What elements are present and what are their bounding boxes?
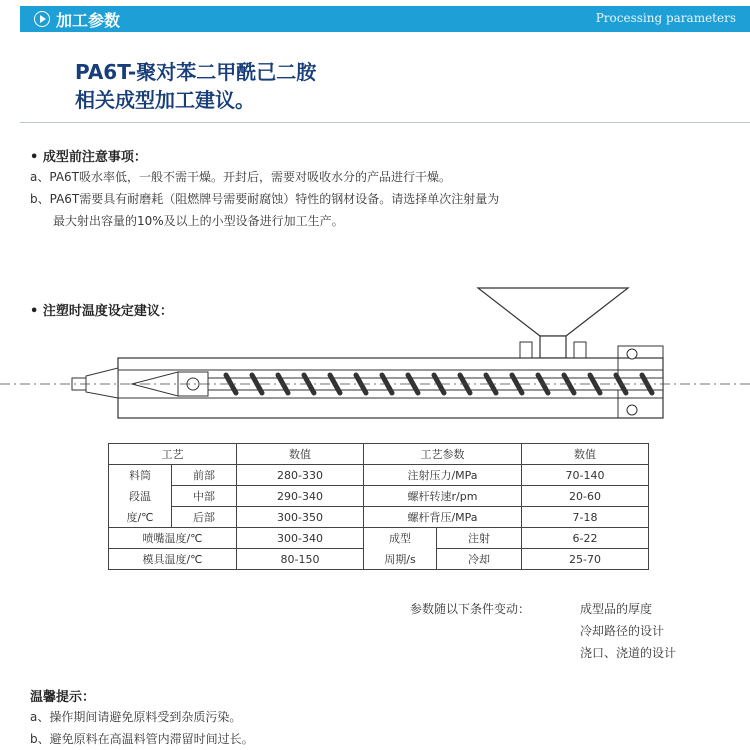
param-label: 注射压力/MPa <box>364 465 522 486</box>
table-header: 数值 <box>237 444 364 465</box>
zone-value: 280-330 <box>237 465 364 486</box>
barrel-label: 度/℃ <box>109 507 172 528</box>
title-line-1: PA6T-聚对苯二甲酰己二胺 <box>75 60 317 84</box>
section-label: 加工参数 <box>56 10 121 30</box>
param-label: 螺杆背压/MPa <box>364 507 522 528</box>
pre-molding-item: b、PA6T需要具有耐磨耗（阻燃牌号需要耐腐蚀）特性的钢材设备。请选择单次注射量为 <box>30 192 500 206</box>
pre-molding-heading: • 成型前注意事项： <box>30 150 147 165</box>
table-row <box>109 465 649 486</box>
bolt <box>627 349 637 359</box>
processing-parameters-table <box>108 443 649 570</box>
param-label: 螺杆转速r/pm <box>364 486 522 507</box>
table-row <box>109 549 649 570</box>
hopper <box>478 288 628 336</box>
pre-molding-item: 最大射出容量的10%及以上的小型设备进行加工生产。 <box>53 214 344 228</box>
hopper-neck <box>540 336 566 358</box>
param-value: 70-140 <box>522 465 649 486</box>
inject-value: 6-22 <box>522 528 649 549</box>
cool-label: 冷却 <box>437 549 522 570</box>
nozzle <box>86 368 118 398</box>
section-badge <box>30 9 128 29</box>
condition-item: 成型品的厚度 <box>580 602 653 616</box>
cycle-label: 周期/s <box>364 549 437 570</box>
pre-molding-item: a、PA6T吸水率低，一般不需干燥。开封后，需要对吸收水分的产品进行干燥。 <box>30 170 451 184</box>
title-line-2: 相关成型加工建议。 <box>75 88 255 112</box>
mold-label: 模具温度/℃ <box>109 549 237 570</box>
zone-value: 300-350 <box>237 507 364 528</box>
section-header-bar <box>20 6 750 32</box>
table-row <box>109 507 649 528</box>
hopper-flange <box>520 342 532 358</box>
section-label-en: Processing parameters <box>595 11 736 25</box>
conditions-prefix: 参数随以下条件变动： <box>410 602 531 616</box>
param-value: 20-60 <box>522 486 649 507</box>
param-value: 7-18 <box>522 507 649 528</box>
cycle-label: 成型 <box>364 528 437 549</box>
zone-value: 290-340 <box>237 486 364 507</box>
tip-item: b、避免原料在高温料管内滞留时间过长。 <box>30 732 254 746</box>
table-header: 数值 <box>522 444 649 465</box>
zone-label: 前部 <box>172 465 237 486</box>
nozzle-value: 300-340 <box>237 528 364 549</box>
divider <box>20 122 750 123</box>
zone-label: 中部 <box>172 486 237 507</box>
mold-value: 80-150 <box>237 549 364 570</box>
tips-heading: 温馨提示： <box>30 690 96 705</box>
table-row <box>109 528 649 549</box>
table-header-row <box>109 444 649 465</box>
zone-label: 后部 <box>172 507 237 528</box>
table-header: 工艺 <box>109 444 237 465</box>
condition-item: 浇口、浇道的设计 <box>580 646 677 660</box>
nozzle-label: 喷嘴温度/℃ <box>109 528 237 549</box>
hopper-flange <box>574 342 586 358</box>
injection-screw-diagram <box>0 280 750 430</box>
temperature-heading: • 注塑时温度设定建议： <box>30 304 173 319</box>
cool-value: 25-70 <box>522 549 649 570</box>
inject-label: 注射 <box>437 528 522 549</box>
barrel-label: 段温 <box>109 486 172 507</box>
tip-item: a、操作期间请避免原料受到杂质污染。 <box>30 710 242 724</box>
barrel-label: 料筒 <box>109 465 172 486</box>
table-header: 工艺参数 <box>364 444 522 465</box>
bolt <box>627 405 637 415</box>
condition-item: 冷却路径的设计 <box>580 624 665 638</box>
play-circle-icon <box>34 11 50 27</box>
table-row <box>109 486 649 507</box>
page-title <box>75 58 316 114</box>
